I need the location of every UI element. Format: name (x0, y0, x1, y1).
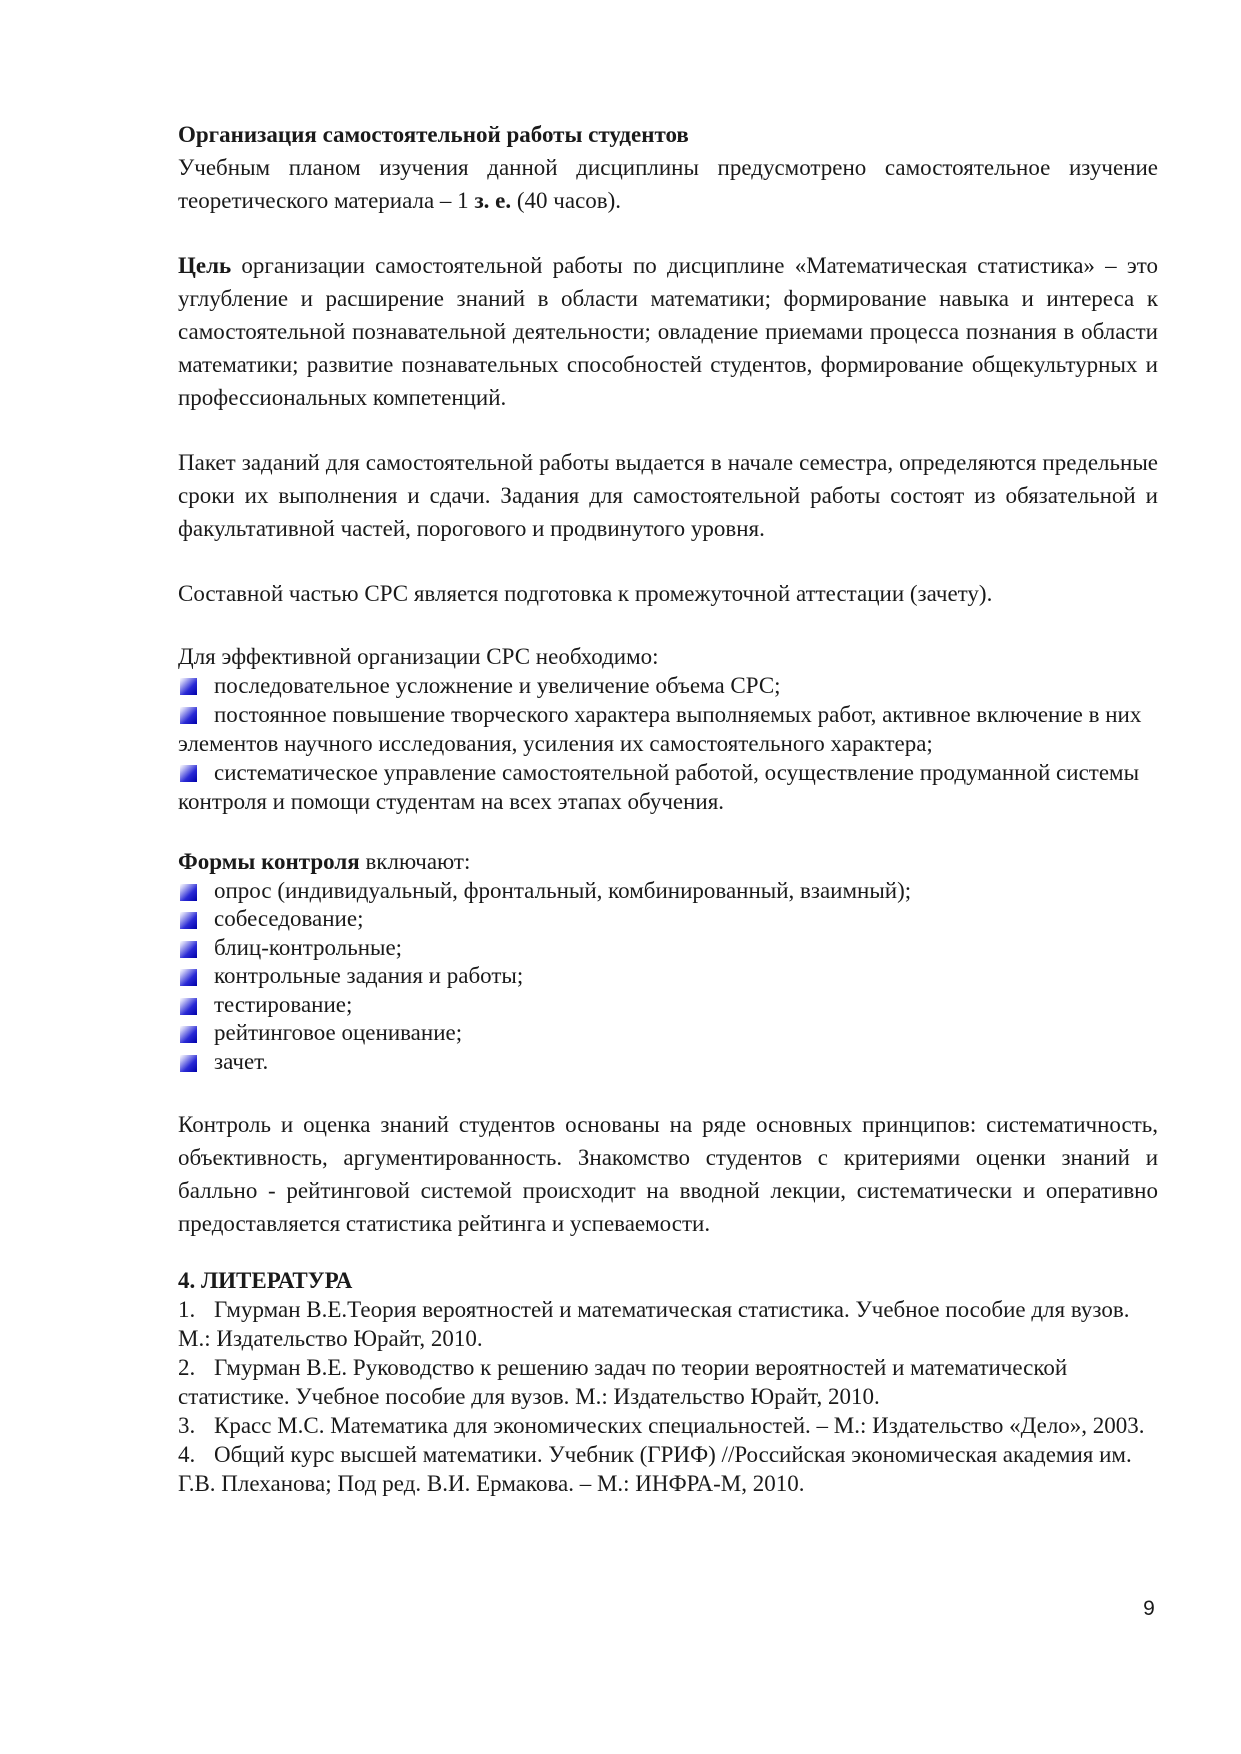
control-forms-tail: включают: (359, 849, 471, 874)
effective-organization-block (178, 642, 1158, 816)
list-item (178, 877, 1158, 906)
square-bullet-icon (180, 969, 197, 986)
list-item-text: последовательное усложнение и увеличение объема СРС; (214, 673, 781, 698)
list-item-text: блиц-контрольные; (214, 934, 403, 960)
literature-heading: 4. ЛИТЕРАТУРА (178, 1268, 353, 1293)
literature-item (178, 1353, 1158, 1411)
list-item-text: постоянное повышение творческого характера выполняемых работ, активное включение в них элементов научного исследования, усиления их самостоятельного характера; (178, 702, 1142, 756)
control-forms-bold: Формы контроля (178, 849, 360, 874)
literature-item-text: Общий курс высшей математики. Учебник (ГРИФ) //Российская экономическая академия им. Г.В. Плеханова; Под ред. В.И. Ермакова. – М.: ИНФРА-М, 2010. (178, 1442, 1132, 1496)
list-item-text: контрольные задания и работы; (214, 963, 524, 988)
square-bullet-icon (180, 941, 197, 958)
literature-item-text: Гмурман В.Е.Теория вероятностей и математическая статистика. Учебное пособие для вузов. М.: Издательство Юрайт, 2010. (178, 1297, 1130, 1351)
literature-section (178, 1266, 1158, 1498)
srs-intro-text: Учебным планом изучения данной дисциплины предусмотрено самостоятельное изучение теоретического материала – 1 (178, 155, 1158, 213)
list-item-text: собеседование; (214, 906, 364, 931)
attestation-paragraph: Составной частью СРС является подготовка к промежуточной аттестации (зачету). (178, 581, 993, 606)
list-item (178, 934, 1158, 963)
srs-intro-unit: з. е. (474, 188, 512, 213)
srs-intro-tail: (40 часов). (511, 188, 622, 213)
list-item-text: систематическое управление самостоятельной работой, осуществление продуманной системы контроля и помощи студентам на всех этапах обучения. (178, 760, 1140, 814)
literature-item (178, 1295, 1158, 1353)
goal-paragraph (178, 249, 1158, 414)
square-bullet-icon (180, 707, 197, 724)
list-item (178, 700, 1158, 758)
document-page (178, 118, 1158, 1498)
list-item (178, 1019, 1158, 1048)
square-bullet-icon (180, 765, 197, 782)
literature-item (178, 1411, 1158, 1440)
control-forms-lead (178, 848, 1158, 877)
srs-intro-paragraph (178, 151, 1158, 217)
square-bullet-icon (180, 1026, 197, 1043)
list-item (178, 758, 1158, 816)
list-item-text: тестирование; (214, 991, 353, 1017)
list-item-text: зачет. (214, 1048, 269, 1074)
literature-item-text: Гмурман В.Е. Руководство к решению задач по теории вероятностей и математической статистике. Учебное пособие для вузов. М.: Издательство Юрайт, 2010. (178, 1355, 1068, 1409)
goal-text: организации самостоятельной работы по дисциплине «Математическая статистика» – это углубление и расширение знаний в области математики; формирование навыка и интереса к самостоятельной познавательной деятельности; овладение приемами процесса познания в области математики; развитие познавательных способностей студентов, формирование общекультурных и профессиональных компетенций. (178, 253, 1158, 410)
goal-bold-word: Цель (178, 253, 232, 278)
square-bullet-icon (180, 998, 197, 1015)
square-bullet-icon (180, 912, 197, 929)
list-item (178, 991, 1158, 1020)
literature-item-number: 2. (178, 1355, 196, 1380)
assessment-paragraph: Контроль и оценка знаний студентов основаны на ряде основных принципов: систематичность, объективность, аргументированность. Знакомство студентов с критериями оценки знаний и балльно - рейтинговой системой происходит на вводной лекции, систематически и оперативно предоставляется статистика рейтинга и успеваемости. (178, 1112, 1158, 1236)
literature-item-number: 1. (178, 1297, 196, 1322)
literature-item-text: Красс М.С. Математика для экономических специальностей. – М.: Издательство «Дело», 2003. (214, 1413, 1145, 1438)
list-item-text: рейтинговое оценивание; (214, 1020, 463, 1045)
list-item (178, 962, 1158, 991)
literature-item-number: 4. (178, 1442, 196, 1467)
literature-item (178, 1440, 1158, 1498)
tasks-paragraph: Пакет заданий для самостоятельной работы выдается в начале семестра, определяются предельные сроки их выполнения и сдачи. Задания для самостоятельной работы состоят из обязательной и факультативной частей, порогового и продвинутого уровня. (178, 450, 1158, 541)
list-item (178, 905, 1158, 934)
page-number: 9 (1143, 1597, 1155, 1620)
literature-item-number: 3. (178, 1413, 196, 1438)
list-item (178, 1048, 1158, 1077)
section-title-srs: Организация самостоятельной работы студентов (178, 122, 689, 147)
list-item (178, 671, 1158, 700)
list-item-text: опрос (индивидуальный, фронтальный, комбинированный, взаимный); (214, 877, 912, 903)
square-bullet-icon (180, 1055, 197, 1072)
control-forms-block (178, 848, 1158, 1076)
square-bullet-icon (180, 884, 197, 901)
square-bullet-icon (180, 678, 197, 695)
effective-lead: Для эффективной организации СРС необходимо: (178, 644, 659, 669)
